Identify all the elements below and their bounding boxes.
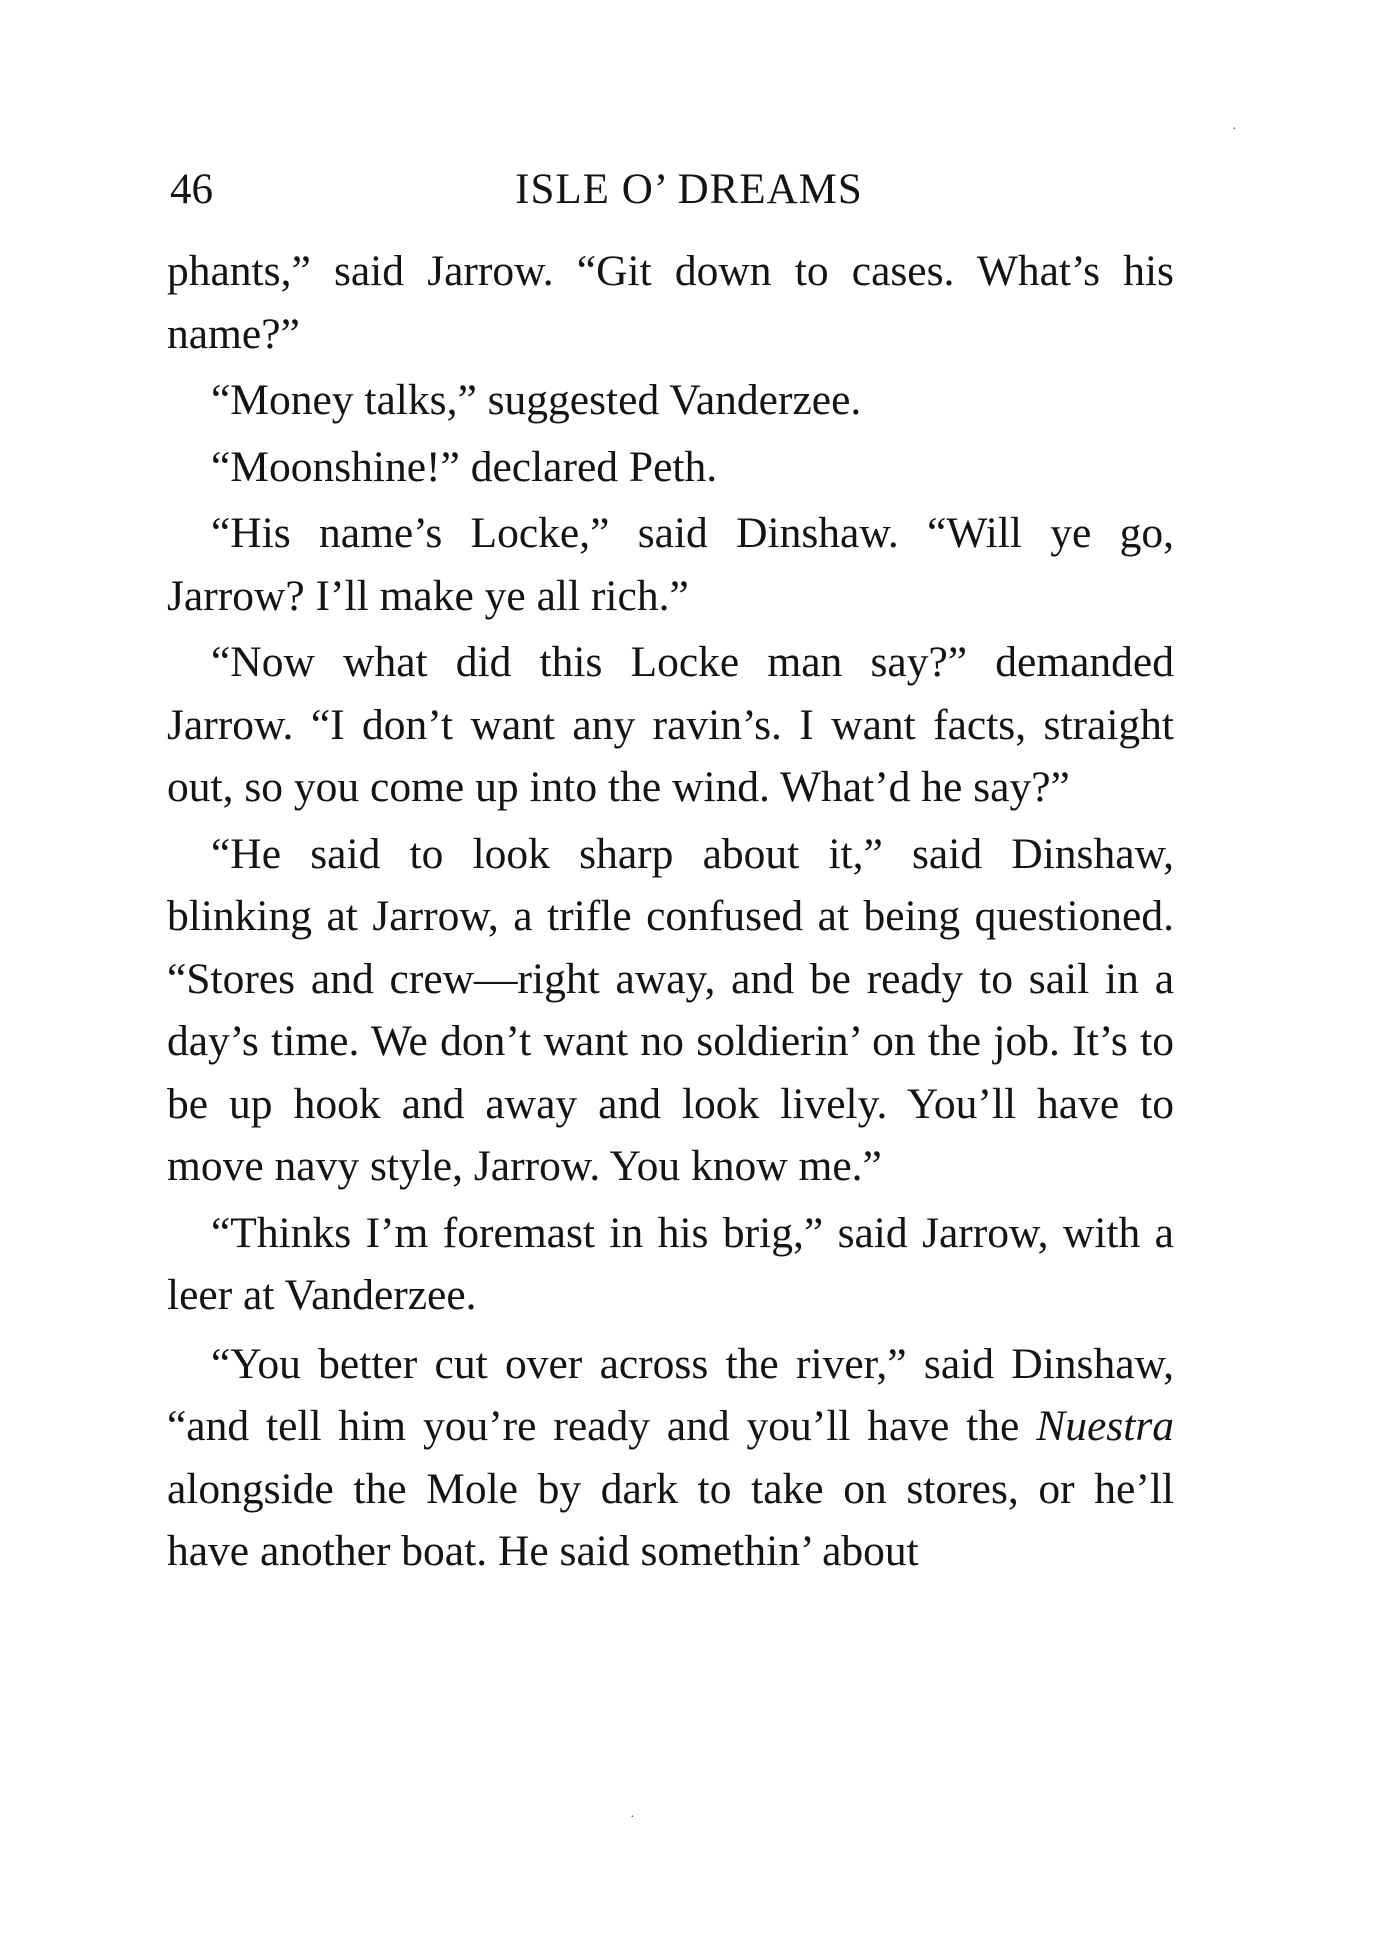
paragraph-text: “You better cut over across the river,” said Dinshaw, “and tell him you’re ready and you’ll have the — [167, 1339, 1174, 1450]
paragraph: “Money talks,” suggested Vanderzee. — [211, 376, 862, 424]
paragraph: “Thinks I’m foremast in his brig,” said Jarrow, with a leer at Vanderzee. — [167, 1208, 1174, 1319]
paragraph: “Moonshine!” declared Peth. — [211, 442, 718, 491]
running-title: ISLE O’ DREAMS — [515, 166, 863, 213]
scan-speck: · — [630, 1810, 635, 1825]
ship-name-italic: Nuestra — [1036, 1402, 1174, 1450]
body-text — [167, 240, 1174, 1583]
paragraph-text: alongside the Mole by dark to take on stores, or he’ll have another boat. He said somethin’ about — [167, 1464, 1174, 1575]
paragraph: “Now what did this Locke man say?” demanded Jarrow. “I don’t want any ravin’s. I want facts, straight out, so you come up into the wind. What’d he say?” — [167, 638, 1174, 811]
scan-speck: · — [1232, 122, 1237, 137]
paragraph — [167, 1333, 1174, 1583]
paragraph: “His name’s Locke,” said Dinshaw. “Will ye go, Jarrow? I’ll make ye all rich.” — [167, 509, 1174, 620]
paragraph: phants,” said Jarrow. “Git down to cases. What’s his name?” — [167, 247, 1174, 358]
paragraph: “He said to look sharp about it,” said Dinshaw, blinking at Jarrow, a trifle confused at being questioned. “Stores and crew—right away, and be ready to sail in a day’s time. We don’t want no soldierin’ on the job. It’s to be up hook and away and look lively. You’ll have to move navy style, Jarrow. You know me.” — [167, 829, 1174, 1190]
page-header — [170, 160, 1174, 220]
page-number: 46 — [170, 166, 213, 213]
